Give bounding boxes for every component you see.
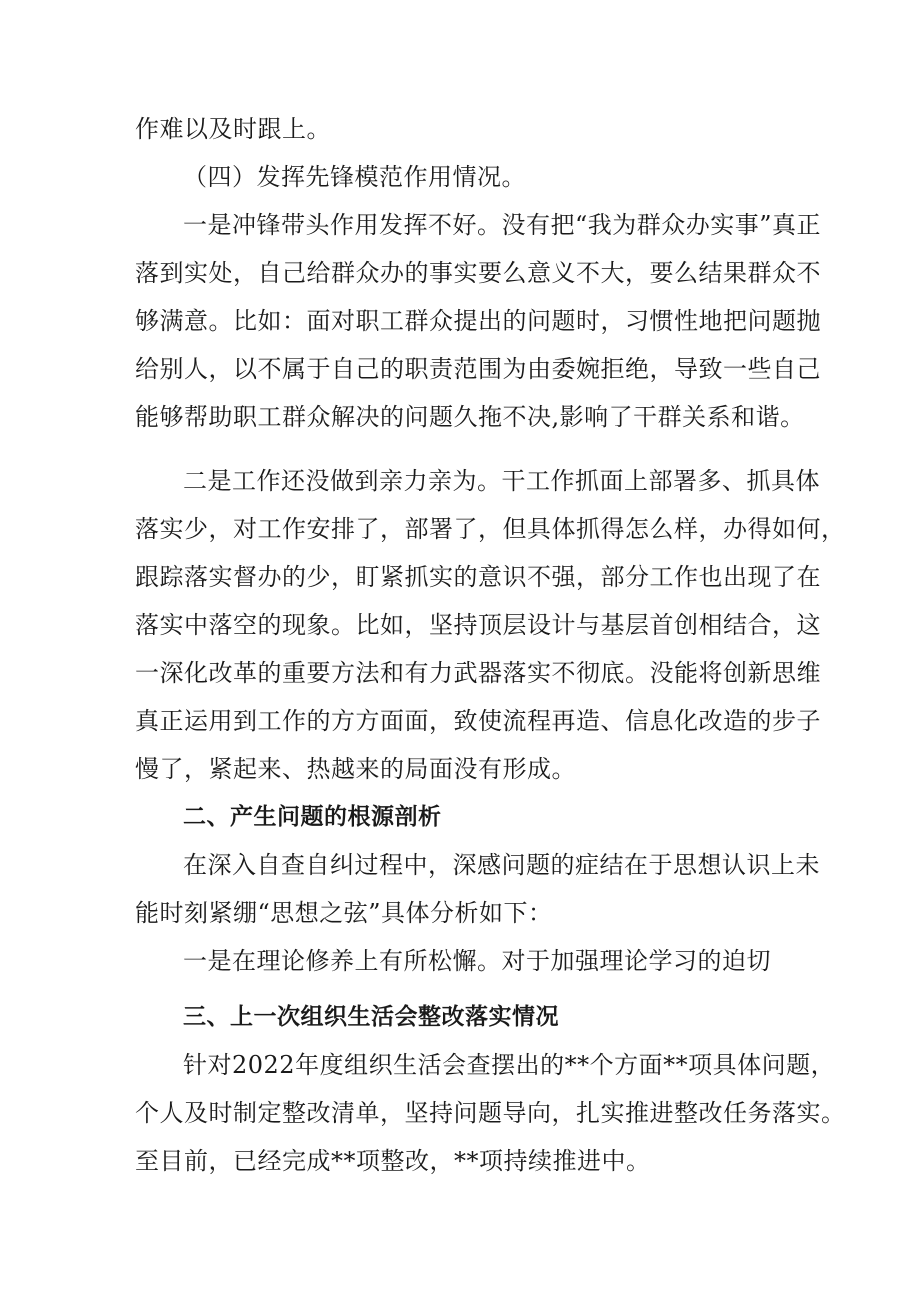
section-subheading: （四）发挥先锋模范作用情况。 [183,163,526,191]
paragraph-line: 一是在理论修养上有所松懈。对于加强理论学习的迫切 [183,947,771,975]
paragraph-line: 在深入自查自纠过程中，深感问题的症结在于思想认识上未 [183,851,820,879]
paragraph-line: 作难以及时跟上。 [135,115,331,143]
paragraph-line: 慢了，紧起来、热越来的局面没有形成。 [135,755,576,783]
paragraph-line: 个人及时制定整改清单，坚持问题导向，扎实推进整改任务落实。 [135,1099,846,1127]
paragraph-line: 二是工作还没做到亲力亲为。干工作抓面上部署多、抓具体 [183,467,820,495]
paragraph-line: 给别人，以不属于自己的职责范围为由委婉拒绝，导致一些自己 [135,355,821,383]
paragraph-line: 针对2022年度组织生活会查摆出的**个方面**项具体问题， [183,1051,836,1079]
paragraph-line: 能够帮助职工群众解决的问题久拖不决,影响了干群关系和谐。 [135,403,805,431]
paragraph-line: 够满意。比如：面对职工群众提出的问题时，习惯性地把问题抛 [135,307,821,335]
paragraph-line: 能时刻紧绷“思想之弦”具体分析如下： [135,899,553,927]
paragraph-line: 落实中落空的现象。比如，坚持顶层设计与基层首创相结合，这 [135,611,821,639]
paragraph-line: 跟踪落实督办的少，盯紧抓实的意识不强，部分工作也出现了在 [135,563,821,591]
paragraph-line: 一深化改革的重要方法和有力武器落实不彻底。没能将创新思维 [135,659,821,687]
paragraph-line: 一是冲锋带头作用发挥不好。没有把“我为群众办实事”真正 [183,211,822,239]
paragraph-line: 落到实处，自己给群众办的事实要么意义不大，要么结果群众不 [135,259,821,287]
paragraph-line: 落实少，对工作安排了，部署了，但具体抓得怎么样，办得如何， [135,515,846,543]
section-heading: 二、产生问题的根源剖析 [183,804,442,830]
section-heading: 三、上一次组织生活会整改落实情况 [183,1004,559,1030]
paragraph-line: 真正运用到工作的方方面面，致使流程再造、信息化改造的步子 [135,707,821,735]
paragraph-line: 至目前，已经完成**项整改，**项持续推进中。 [135,1147,651,1175]
